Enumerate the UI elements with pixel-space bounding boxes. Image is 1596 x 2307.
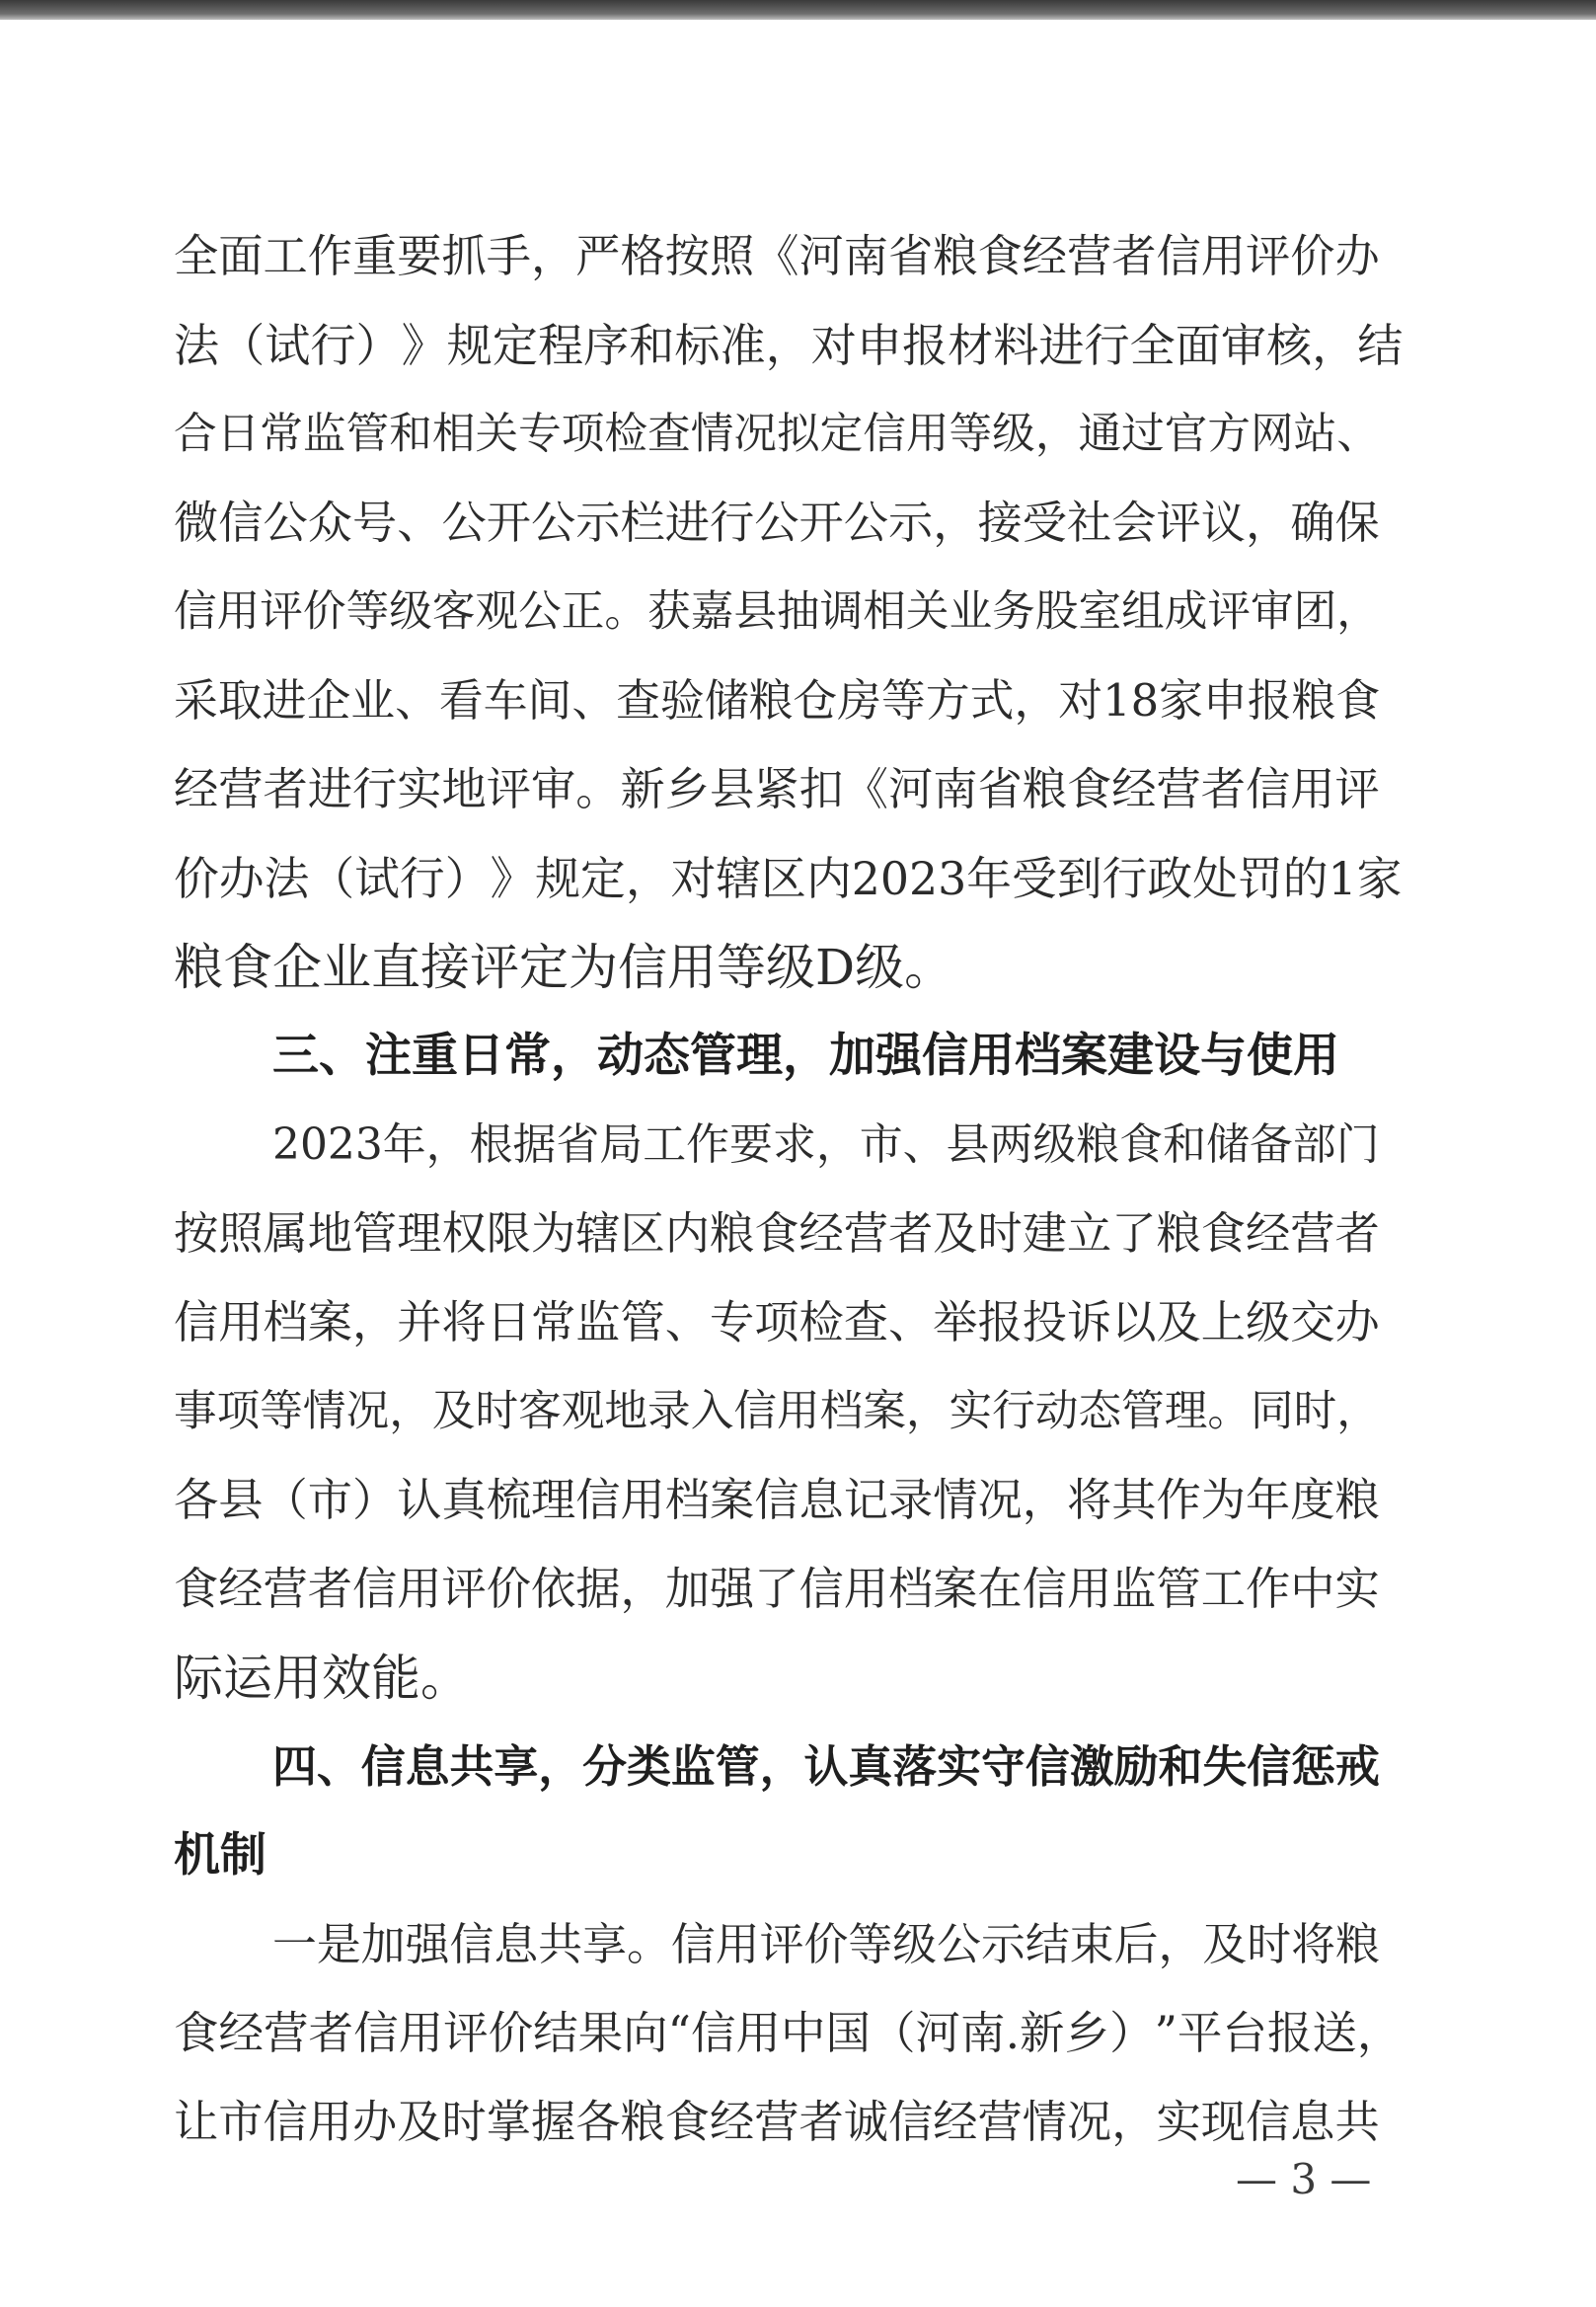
section-heading-4: 四 、 信 息 共 享 ， 分 类 监 管 ， 认 真 落 实 守 信 激 励 和 失 信 惩 戒 [272,1740,1380,1793]
paragraph-line: 采 取 进 企 业 、 看 车 间 、 查 验 储 粮 仓 房 等 方 式 ， 对 1 8 家 申 报 粮 食 [174,674,1381,727]
document-body [174,212,1404,2167]
paragraph-line: 食 经 营 者 信 用 评 价 结 果 向 “ 信 用 中 国 （ 河 南 . 新 乡 ） ” 平 台 报 送 ， [174,2007,1403,2059]
paragraph-line: 信 用 档 案 ， 并 将 日 常 监 管 、 专 项 检 查 、 举 报 投 诉 以 及 上 级 交 办 [174,1296,1380,1348]
paragraph-line: 微 信 公 众 号 、 公 开 公 示 栏 进 行 公 开 公 示 ， 接 受 社 会 评 议 ， 确 保 [174,497,1380,549]
paragraph-line: 让 市 信 用 办 及 时 掌 握 各 粮 食 经 营 者 诚 信 经 营 情 况 ， 实 现 信 息 共 [174,2096,1380,2148]
section-heading-4-continued: 机制 [174,1828,266,1883]
paragraph-line: 按 照 属 地 管 理 权 限 为 辖 区 内 粮 食 经 营 者 及 时 建 立 了 粮 食 经 营 者 [174,1207,1380,1260]
paragraph-line: 食 经 营 者 信 用 评 价 依 据 ， 加 强 了 信 用 档 案 在 信 用 监 管 工 作 中 实 [174,1563,1380,1615]
paragraph-line: 合 日 常 监 管 和 相 关 专 项 检 查 情 况 拟 定 信 用 等 级 ， 通 过 官 方 网 站 、 [174,409,1380,459]
paragraph-line: 经 营 者 进 行 实 地 评 审 。 新 乡 县 紧 扣 《 河 南 省 粮 食 经 营 者 信 用 评 [174,763,1380,815]
paragraph-line: 粮食企业直接评定为信用等级D级。 [174,939,954,996]
paragraph-line: 法 （ 试 行 ） 》 规 定 程 序 和 标 准 ， 对 申 报 材 料 进 行 全 面 审 核 ， 结 [174,319,1404,372]
paragraph-line: 2 0 2 3 年 ， 根 据 省 局 工 作 要 求 ， 市 、 县 两 级 粮 食 和 储 备 部 门 [272,1119,1380,1170]
paragraph-line: 全 面 工 作 重 要 抓 手 ， 严 格 按 照 《 河 南 省 粮 食 经 营 者 信 用 评 价 办 [174,230,1380,282]
paragraph-line: 价 办 法 （ 试 行 ） 》 规 定 ， 对 辖 区 内 2 0 2 3 年 受 到 行 政 处 罚 的 1 家 [174,852,1403,905]
paragraph-line: 际运用效能。 [174,1650,470,1707]
paragraph-line: 信 用 评 价 等 级 客 观 公 正 。 获 嘉 县 抽 调 相 关 业 务 股 室 组 成 评 审 团 ， [174,586,1380,637]
paragraph-line: 事 项 等 情 况 ， 及 时 客 观 地 录 入 信 用 档 案 ， 实 行 动 态 管 理 。 同 时 ， [174,1386,1380,1436]
paragraph-line: 各 县 （ 市 ） 认 真 梳 理 信 用 档 案 信 息 记 录 情 况 ， 将 其 作 为 年 度 粮 [174,1474,1380,1526]
section-heading-3: 三 、 注 重 日 常 ， 动 态 管 理 ， 加 强 信 用 档 案 建 设 与 使 用 [272,1029,1339,1083]
paragraph-line: 一 是 加 强 信 息 共 享 。 信 用 评 价 等 级 公 示 结 束 后 ， 及 时 将 粮 [272,1918,1380,1970]
page-number: — 3 — [1236,2155,1372,2203]
scan-top-edge [0,0,1596,20]
